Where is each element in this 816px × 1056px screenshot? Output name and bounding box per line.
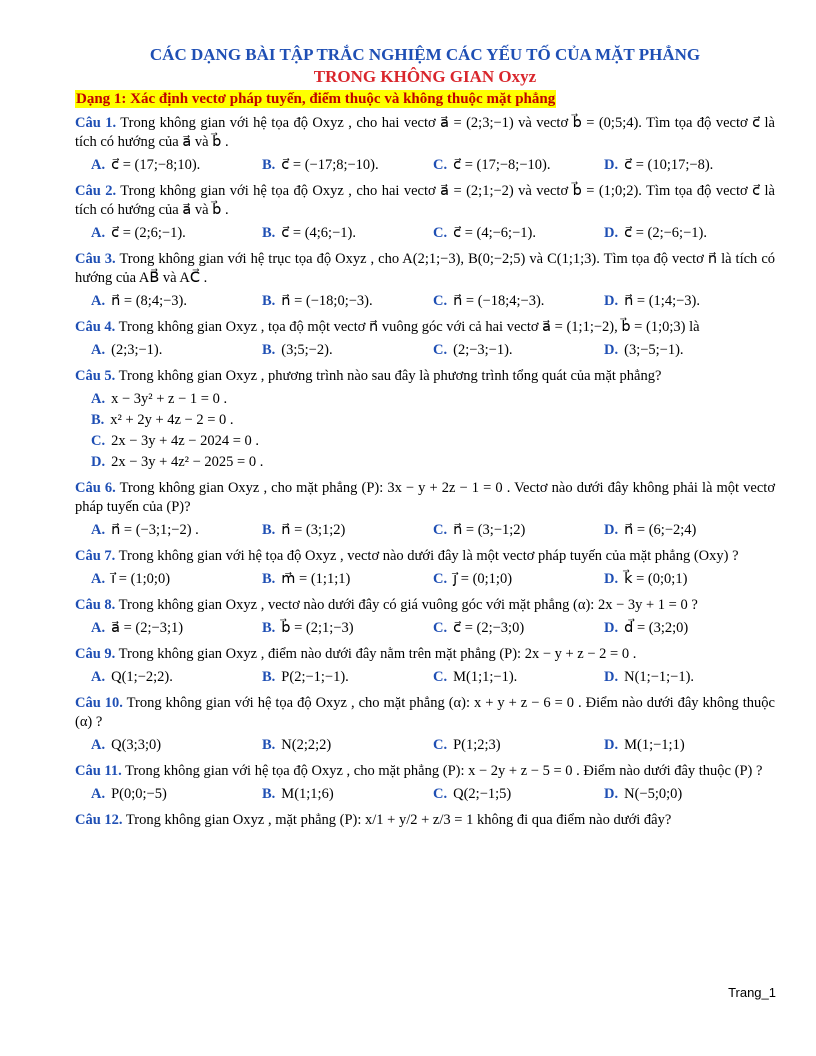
option-letter: D. <box>604 620 619 636</box>
option-letter: D. <box>604 225 619 241</box>
answer-option <box>91 389 443 410</box>
option-letter: A. <box>91 737 106 753</box>
option-text: c⃗ = (4;6;−1). <box>281 225 356 241</box>
option-text: n⃗ = (−18;4;−3). <box>453 293 545 309</box>
option-text: m⃗ = (1;1;1) <box>281 571 351 587</box>
question-text: Trong không gian với hệ tọa độ Oxyz , cho hai vectơ a⃗ = (2;1;−2) và vectơ b⃗ = (1;0;2). Tìm tọa độ vectơ c⃗ là tích có hướng của a⃗ và b⃗ . <box>75 183 775 218</box>
option-letter: A. <box>91 342 106 358</box>
option-letter: C. <box>433 225 448 241</box>
answer-options <box>75 155 775 176</box>
option-text: c⃗ = (−17;8;−10). <box>281 157 379 173</box>
option-letter: C. <box>433 620 448 636</box>
question-label: Câu 2. <box>75 183 117 199</box>
answer-option <box>604 735 775 756</box>
answer-option <box>262 618 433 639</box>
question <box>75 645 775 664</box>
answer-option <box>262 784 433 805</box>
option-text: N(−5;0;0) <box>624 786 683 802</box>
section-heading: Dạng 1: Xác định vectơ pháp tuyến, điểm thuộc và không thuộc mặt phẳng <box>76 91 556 107</box>
question-text: Trong không gian Oxyz , điểm nào dưới đây nằm trên mặt phẳng (P): 2x − y + z − 2 = 0 . <box>115 646 637 662</box>
question-text: Trong không gian với hệ tọa độ Oxyz , vectơ nào dưới đây là một vectơ pháp tuyến của mặt phẳng (Oxy) ? <box>115 548 739 564</box>
answer-option <box>91 520 262 541</box>
answer-option <box>91 431 443 452</box>
question <box>75 762 775 781</box>
option-text: n⃗ = (−3;1;−2) . <box>111 522 199 538</box>
question-label: Câu 5. <box>75 368 116 384</box>
answer-options <box>75 667 775 688</box>
answer-option <box>433 155 604 176</box>
option-text: M(1;1;−1). <box>453 669 518 685</box>
question-label: Câu 7. <box>75 548 116 564</box>
answer-option <box>433 618 604 639</box>
option-letter: C. <box>433 522 448 538</box>
question <box>75 182 775 220</box>
option-letter: B. <box>262 786 276 802</box>
option-letter: C. <box>91 433 106 449</box>
option-letter: B. <box>262 293 276 309</box>
question <box>75 596 775 615</box>
answer-options <box>75 291 775 312</box>
answer-option <box>91 410 443 431</box>
option-text: x − 3y² + z − 1 = 0 . <box>111 391 228 407</box>
option-letter: D. <box>604 737 619 753</box>
option-text: P(1;2;3) <box>453 737 501 753</box>
answer-option <box>604 340 775 361</box>
option-letter: B. <box>262 571 276 587</box>
question-text: Trong không gian với hệ tọa độ Oxyz , cho mặt phẳng (P): x − 2y + z − 5 = 0 . Điểm nào dưới đây thuộc (P) ? <box>121 763 763 779</box>
answer-options <box>75 784 775 805</box>
option-letter: C. <box>433 571 448 587</box>
answer-option <box>262 735 433 756</box>
question-text: Trong không gian với hệ tọa độ Oxyz , cho hai vectơ a⃗ = (2;3;−1) và vectơ b⃗ = (0;5;4). Tìm tọa độ vectơ c⃗ là tích có hướng của a⃗ và b⃗ . <box>75 115 775 150</box>
question <box>75 318 775 337</box>
option-letter: D. <box>604 669 619 685</box>
option-text: c⃗ = (10;17;−8). <box>624 157 714 173</box>
option-letter: D. <box>604 522 619 538</box>
answer-option <box>433 291 604 312</box>
option-letter: B. <box>262 669 276 685</box>
option-text: (2;−3;−1). <box>453 342 513 358</box>
answer-option <box>604 618 775 639</box>
answer-option <box>262 520 433 541</box>
answer-option <box>91 784 262 805</box>
page-footer: Trang_1 <box>728 985 776 1000</box>
option-text: M(1;−1;1) <box>624 737 685 753</box>
question-label: Câu 1. <box>75 115 117 131</box>
option-letter: D. <box>604 571 619 587</box>
question <box>75 547 775 566</box>
question-text: Trong không gian Oxyz , tọa độ một vectơ n⃗ vuông góc với cả hai vectơ a⃗ = (1;1;−2), b⃗ = (1;0;3) là <box>115 319 700 335</box>
option-text: 2x − 3y + 4z − 2024 = 0 . <box>111 433 260 449</box>
answer-option <box>433 520 604 541</box>
answer-options <box>75 735 775 756</box>
question-label: Câu 4. <box>75 319 116 335</box>
answer-option <box>433 735 604 756</box>
answer-option <box>91 618 262 639</box>
option-text: P(2;−1;−1). <box>281 669 349 685</box>
answer-option <box>262 340 433 361</box>
option-letter: C. <box>433 293 448 309</box>
option-text: P(0;0;−5) <box>111 786 167 802</box>
option-letter: A. <box>91 522 106 538</box>
option-letter: B. <box>262 620 276 636</box>
question-label: Câu 3. <box>75 251 116 267</box>
answer-option <box>262 291 433 312</box>
option-text: Q(3;3;0) <box>111 737 162 753</box>
option-letter: B. <box>262 225 276 241</box>
question-label: Câu 9. <box>75 646 116 662</box>
answer-option <box>604 667 775 688</box>
question-label: Câu 10. <box>75 695 123 711</box>
question-label: Câu 12. <box>75 812 123 828</box>
option-letter: C. <box>433 786 448 802</box>
answer-option <box>433 667 604 688</box>
answer-option <box>91 735 262 756</box>
option-text: b⃗ = (2;1;−3) <box>281 620 354 636</box>
answer-option <box>604 223 775 244</box>
answer-option <box>433 784 604 805</box>
option-text: Q(2;−1;5) <box>453 786 512 802</box>
option-text: i⃗ = (1;0;0) <box>111 571 171 587</box>
option-text: (3;5;−2). <box>281 342 333 358</box>
document-page <box>75 44 775 830</box>
option-letter: A. <box>91 571 106 587</box>
answer-option <box>433 223 604 244</box>
option-text: (2;3;−1). <box>111 342 163 358</box>
answer-option <box>91 569 262 590</box>
option-text: c⃗ = (17;−8;10). <box>111 157 201 173</box>
option-text: n⃗ = (6;−2;4) <box>624 522 697 538</box>
option-letter: A. <box>91 391 106 407</box>
option-text: (3;−5;−1). <box>624 342 684 358</box>
option-text: n⃗ = (−18;0;−3). <box>281 293 373 309</box>
option-letter: C. <box>433 669 448 685</box>
option-letter: A. <box>91 157 106 173</box>
page-title: CÁC DẠNG BÀI TẬP TRẮC NGHIỆM CÁC YẾU TỐ CỦA MẶT PHẲNG <box>149 45 701 64</box>
option-text: n⃗ = (3;1;2) <box>281 522 346 538</box>
answer-options <box>75 520 775 541</box>
option-text: c⃗ = (4;−6;−1). <box>453 225 536 241</box>
option-text: c⃗ = (2;−6;−1). <box>624 225 707 241</box>
option-letter: D. <box>604 157 619 173</box>
question-text: Trong không gian Oxyz , vectơ nào dưới đây có giá vuông góc với mặt phẳng (α): 2x − 3y + 1 = 0 ? <box>115 597 698 613</box>
question-list <box>75 114 775 830</box>
question <box>75 811 775 830</box>
option-letter: C. <box>433 342 448 358</box>
question <box>75 114 775 152</box>
answer-option <box>91 155 262 176</box>
question <box>75 694 775 732</box>
option-text: d⃗ = (3;2;0) <box>624 620 689 636</box>
answer-option <box>91 291 262 312</box>
option-text: k⃗ = (0;0;1) <box>624 571 688 587</box>
answer-options <box>75 389 775 473</box>
answer-option <box>91 223 262 244</box>
question <box>75 367 775 386</box>
answer-options <box>75 618 775 639</box>
answer-option <box>604 291 775 312</box>
answer-option <box>91 667 262 688</box>
question-text: Trong không gian với hệ trục tọa độ Oxyz , cho A(2;1;−3), B(0;−2;5) và C(1;1;3). Tìm tọa độ vectơ n⃗ là tích có hướng của AB⃗ và AC⃗ . <box>75 251 775 286</box>
answer-options <box>75 569 775 590</box>
option-letter: C. <box>433 737 448 753</box>
option-letter: D. <box>91 454 106 470</box>
answer-option <box>262 667 433 688</box>
question-label: Câu 6. <box>75 480 116 496</box>
option-letter: B. <box>262 522 276 538</box>
question <box>75 250 775 288</box>
option-letter: D. <box>604 786 619 802</box>
option-letter: D. <box>604 293 619 309</box>
question-label: Câu 8. <box>75 597 116 613</box>
answer-option <box>604 784 775 805</box>
option-text: N(2;2;2) <box>281 737 332 753</box>
answer-options <box>75 340 775 361</box>
option-text: 2x − 3y + 4z² − 2025 = 0 . <box>111 454 264 470</box>
answer-option <box>433 340 604 361</box>
question-text: Trong không gian Oxyz , cho mặt phẳng (P): 3x − y + 2z − 1 = 0 . Vectơ nào dưới đây không phải là một vectơ pháp tuyến của (P)? <box>75 480 775 515</box>
option-text: n⃗ = (3;−1;2) <box>453 522 526 538</box>
option-text: Q(1;−2;2). <box>111 669 173 685</box>
option-text: c⃗ = (2;6;−1). <box>111 225 186 241</box>
answer-option <box>604 569 775 590</box>
option-text: a⃗ = (2;−3;1) <box>111 620 184 636</box>
answer-option <box>262 223 433 244</box>
option-letter: B. <box>262 342 276 358</box>
option-letter: A. <box>91 293 106 309</box>
option-text: x² + 2y + 4z − 2 = 0 . <box>110 412 234 428</box>
option-letter: B. <box>91 412 105 428</box>
option-letter: B. <box>262 157 276 173</box>
question-text: Trong không gian Oxyz , mặt phẳng (P): x/1 + y/2 + z/3 = 1 không đi qua điểm nào dưới đây? <box>122 812 672 828</box>
answer-option <box>433 569 604 590</box>
option-letter: A. <box>91 620 106 636</box>
option-text: j⃗ = (0;1;0) <box>453 571 513 587</box>
option-text: N(1;−1;−1). <box>624 669 695 685</box>
question <box>75 479 775 517</box>
option-letter: A. <box>91 669 106 685</box>
option-letter: A. <box>91 225 106 241</box>
answer-option <box>91 340 262 361</box>
option-letter: C. <box>433 157 448 173</box>
answer-option <box>262 155 433 176</box>
option-text: c⃗ = (17;−8;−10). <box>453 157 551 173</box>
option-text: n⃗ = (1;4;−3). <box>624 293 700 309</box>
page-subtitle: TRONG KHÔNG GIAN Oxyz <box>313 67 537 86</box>
answer-option <box>604 155 775 176</box>
answer-options <box>75 223 775 244</box>
question-text: Trong không gian Oxyz , phương trình nào sau đây là phương trình tổng quát của mặt phẳng? <box>115 368 662 384</box>
option-letter: B. <box>262 737 276 753</box>
option-letter: D. <box>604 342 619 358</box>
answer-option <box>262 569 433 590</box>
answer-option <box>604 520 775 541</box>
option-text: M(1;1;6) <box>281 786 334 802</box>
option-text: n⃗ = (8;4;−3). <box>111 293 187 309</box>
answer-option <box>91 452 443 473</box>
question-label: Câu 11. <box>75 763 122 779</box>
question-text: Trong không gian với hệ tọa độ Oxyz , cho mặt phẳng (α): x + y + z − 6 = 0 . Điểm nào dưới đây không thuộc (α) ? <box>75 695 775 730</box>
option-text: c⃗ = (2;−3;0) <box>453 620 525 636</box>
option-letter: A. <box>91 786 106 802</box>
